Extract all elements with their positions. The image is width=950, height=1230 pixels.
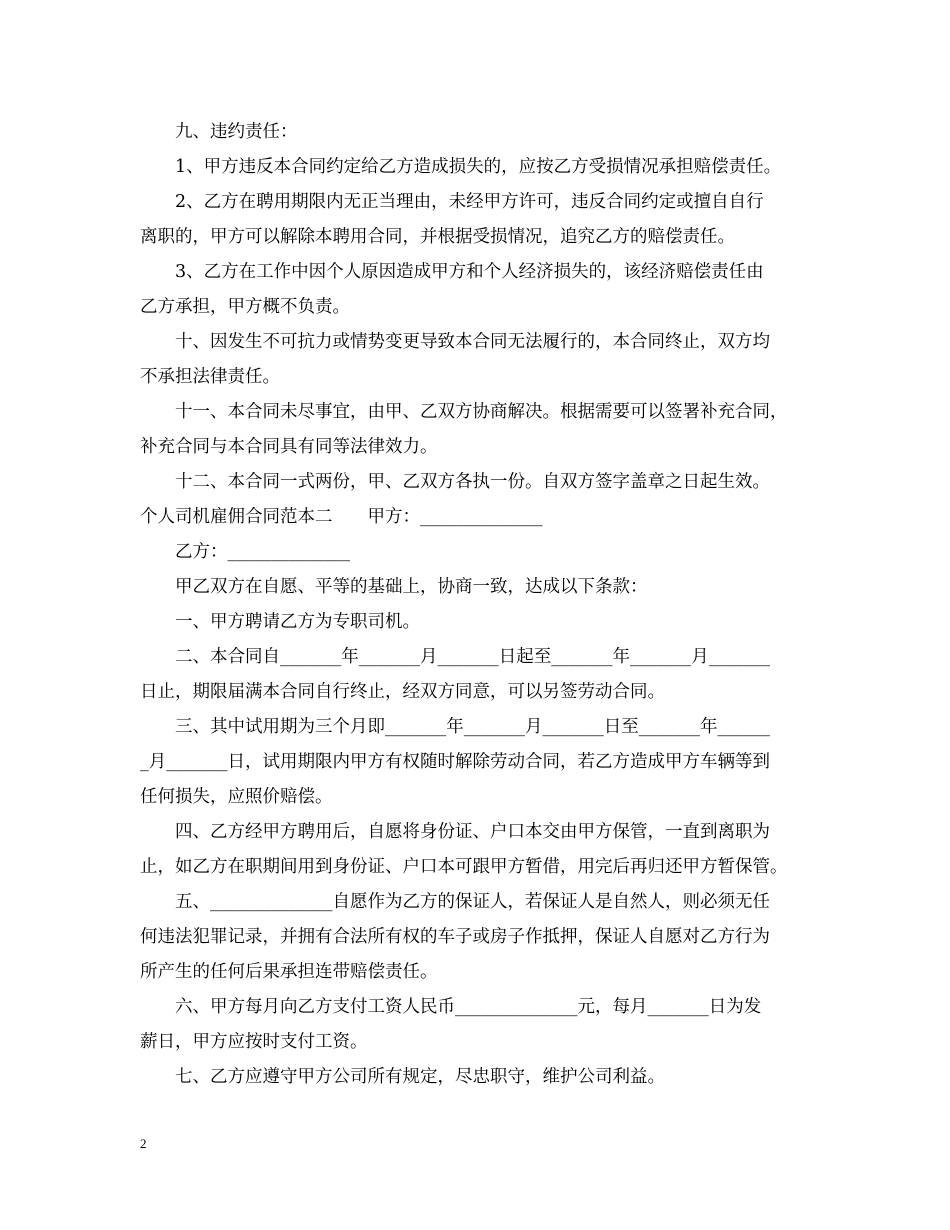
text-line: 日止，期限届满本合同自行终止，经双方同意，可以另签劳动合同。: [140, 682, 665, 702]
text-line: 乙方：______________: [140, 542, 350, 562]
text-line: 乙方承担，甲方概不负责。: [140, 297, 350, 317]
text-line: 1、甲方违反本合同约定给乙方造成损失的，应按乙方受损情况承担赔偿责任。: [140, 157, 782, 177]
text-line: 止，如乙方在职期间用到身份证、户口本可跟甲方暂借，用完后再归还甲方暂保管。: [140, 857, 788, 877]
text-line: 个人司机雇佣合同范本二 甲方：______________: [140, 507, 543, 527]
text-line: 3、乙方在工作中因个人原因造成甲方和个人经济损失的，该经济赔偿责任由: [140, 262, 764, 282]
text-line: 补充合同与本合同具有同等法律效力。: [140, 437, 438, 457]
text-line: 任何损失，应照价赔偿。: [140, 787, 333, 807]
text-line: _月_______日，试用期限内甲方有权随时解除劳动合同，若乙方造成甲方车辆等到: [140, 752, 770, 772]
text-line: 十二、本合同一式两份，甲、乙双方各执一份。自双方签字盖章之日起生效。: [140, 472, 770, 492]
contract-body: [140, 115, 830, 1095]
text-line: 2、乙方在聘用期限内无正当理由，未经甲方许可，违反合同约定或擅自自行: [140, 192, 764, 212]
text-line: 二、本合同自_______年_______月_______日起至_______年_______月_______: [140, 647, 770, 667]
text-line: 十一、本合同未尽事宜，由甲、乙双方协商解决。根据需要可以签署补充合同，: [140, 402, 788, 422]
text-line: 七、乙方应遵守甲方公司所有规定，尽忠职守，维护公司利益。: [140, 1067, 665, 1087]
text-line: 甲乙双方在自愿、平等的基础上，协商一致，达成以下条款：: [140, 577, 648, 597]
text-line: 一、甲方聘请乙方为专职司机。: [140, 612, 420, 632]
text-line: 所产生的任何后果承担连带赔偿责任。: [140, 962, 438, 982]
text-line: 十、因发生不可抗力或情势变更导致本合同无法履行的，本合同终止，双方均: [140, 332, 770, 352]
text-line: 四、乙方经甲方聘用后，自愿将身份证、户口本交由甲方保管，一直到离职为: [140, 822, 770, 842]
text-line: 不承担法律责任。: [140, 367, 280, 387]
text-line: 何违法犯罪记录，并拥有合法所有权的车子或房子作抵押，保证人自愿对乙方行为: [140, 927, 770, 947]
text-line: 九、违约责任：: [140, 122, 298, 142]
text-line: 薪日，甲方应按时支付工资。: [140, 1032, 368, 1052]
text-line: 五、______________自愿作为乙方的保证人，若保证人是自然人，则必须无任: [140, 892, 770, 912]
page-number: 2: [140, 1136, 147, 1151]
text-line: 六、甲方每月向乙方支付工资人民币______________元，每月_______日为发: [140, 997, 762, 1017]
text-line: 离职的，甲方可以解除本聘用合同，并根据受损情况，追究乙方的赔偿责任。: [140, 227, 735, 247]
text-line: 三、其中试用期为三个月即_______年_______月_______日至_______年______: [140, 717, 770, 737]
